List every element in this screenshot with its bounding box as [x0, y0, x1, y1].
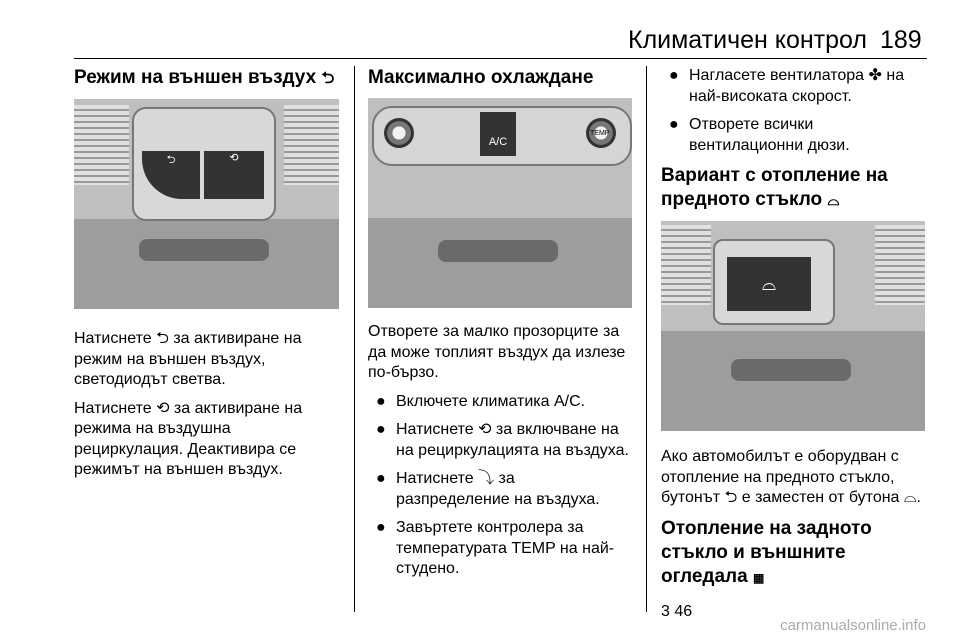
bullet-dot: ●	[669, 67, 679, 84]
bullet-dot: ●	[376, 392, 386, 410]
page-header-title: Климатичен контрол	[628, 26, 867, 54]
bullet-dot: ●	[376, 519, 386, 536]
header-rule	[74, 58, 927, 59]
windscreen-heat-icon: ⌓	[827, 192, 840, 209]
heading-text: Отопление на задното стъкло и външните огледала	[661, 517, 872, 587]
bullet-dot: ●	[376, 470, 386, 487]
temp-label: TEMP	[590, 130, 610, 137]
figure-outside-air	[74, 99, 339, 309]
windscreen-heat-button: ⌓	[727, 257, 811, 311]
bullet-item: ● Завъртете контролера за температурата TEMP на най- студено.	[376, 519, 615, 577]
fan-knob	[384, 118, 414, 148]
rear-window-heat-icon: ▦	[752, 570, 765, 585]
figure-windscreen-heat	[661, 221, 925, 431]
dashboard	[74, 219, 339, 309]
bullet-dot: ●	[376, 421, 386, 438]
outside-air-button: ⮌	[142, 151, 200, 199]
dashboard	[368, 218, 632, 308]
air-vent	[74, 105, 129, 185]
bullet-item: ● Натиснете ⤵ за разпределение на въздуха.	[376, 470, 600, 508]
bullet-item: ● Натиснете ⟲ за включване на на рециркулацията на въздуха.	[376, 421, 629, 459]
bullet-item: ● Нагласете вентилатора ✤ на най-високата скорост.	[669, 67, 905, 105]
paragraph: Ако автомобилът е оборудван с отопление на предното стъкло, бутонът ⮌ е заместен от бутона ⌓.	[661, 448, 921, 506]
outside-air-icon: ⮌	[321, 70, 335, 87]
column-divider	[646, 66, 647, 612]
column-1	[74, 66, 342, 489]
recirculation-button: ⟲	[204, 151, 264, 199]
section-heading	[74, 66, 342, 91]
cross-reference[interactable]: 3 46	[661, 602, 693, 620]
section-heading	[661, 517, 927, 590]
climate-panel	[438, 240, 558, 262]
heading-text: Вариант с отопление на предното стъкло	[661, 165, 888, 210]
air-vent	[284, 105, 339, 185]
column-3	[661, 66, 927, 630]
dashboard	[661, 331, 925, 431]
climate-panel	[139, 239, 269, 261]
paragraph: Отворете за малко прозорците за да може топлият въздух да излезе по-бързо.	[368, 323, 626, 381]
bullet-item: ● Отворете всички вентилационни дюзи.	[669, 116, 850, 154]
figure-max-cooling	[368, 98, 632, 308]
bullet-dot: ●	[669, 116, 679, 133]
bullet-item: ● Включете климатика A/C.	[368, 392, 632, 413]
paragraph: Натиснете ⮌ за активиране на режим на външен въздух, светодиодът светва.	[74, 330, 302, 388]
ac-button: A/C	[480, 112, 516, 156]
page-number: 189	[880, 26, 922, 54]
section-heading	[661, 164, 927, 213]
air-vent	[875, 225, 925, 305]
air-vent	[661, 225, 711, 305]
section-heading: Максимално охлаждане	[368, 67, 594, 88]
climate-panel	[731, 359, 851, 381]
watermark: carmanualsonline.info	[780, 617, 926, 634]
paragraph: Натиснете ⟲ за активиране на режима на въздушна рециркулация. Деактивира се режимът на външен въздух.	[74, 399, 303, 478]
column-2	[368, 66, 632, 588]
heading-text: Режим на външен въздух	[74, 67, 317, 88]
column-divider	[354, 66, 355, 612]
